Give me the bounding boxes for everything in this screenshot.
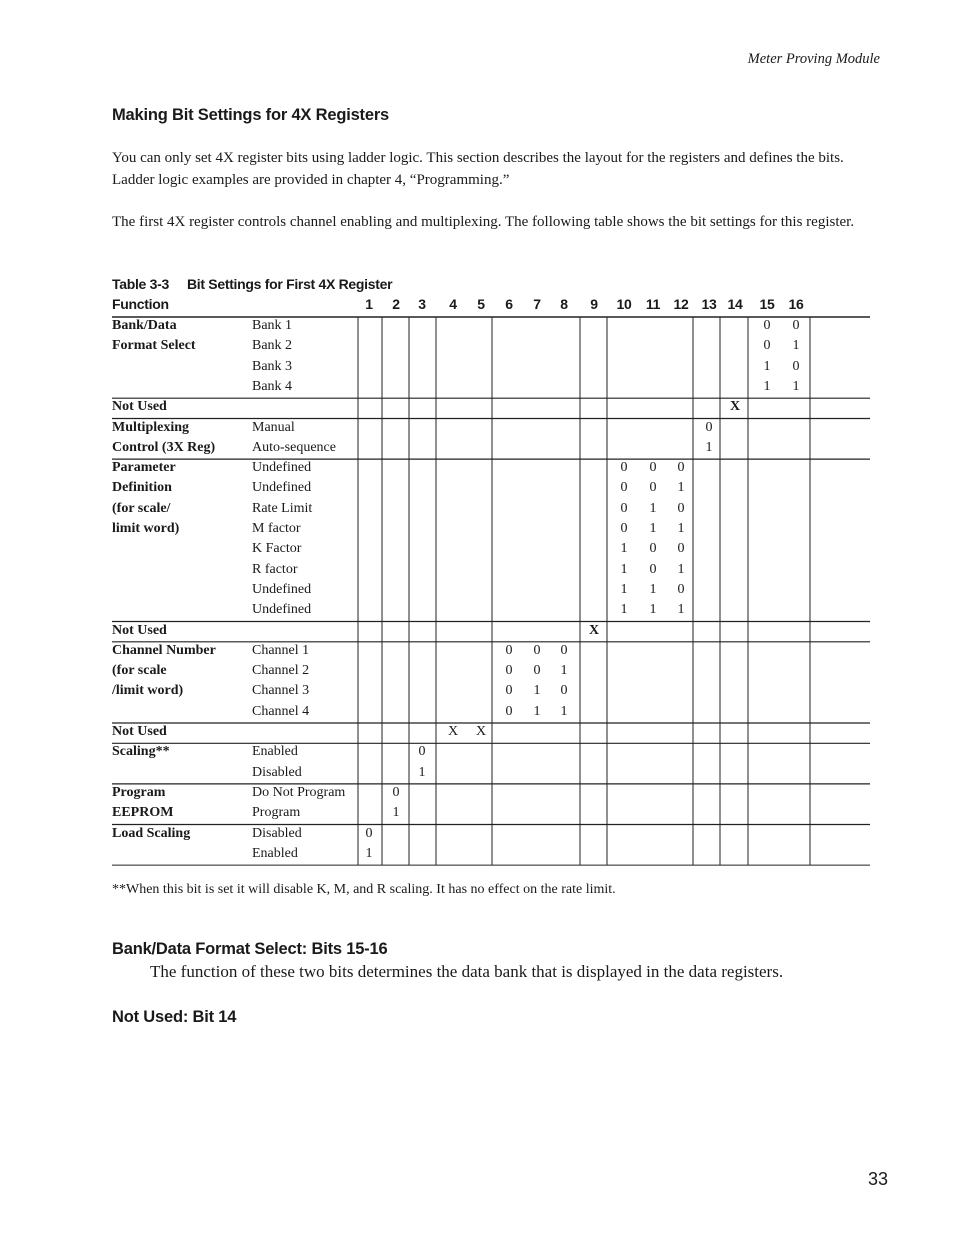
bit-15-value: 1: [763, 358, 771, 374]
column-header-bit-3: 3: [418, 296, 426, 312]
table-caption-number: Table 3-3: [112, 276, 169, 292]
bit-11-value: 1: [649, 581, 657, 597]
column-header-bit-12: 12: [673, 296, 689, 312]
row-option-label: Enabled: [252, 744, 298, 760]
row-option-label: M factor: [252, 521, 301, 536]
column-header-bit-9: 9: [590, 296, 598, 312]
bit-10-value: 1: [620, 541, 628, 557]
row-option-label: Channel 2: [252, 663, 310, 679]
row-function-label: Not Used: [112, 724, 167, 739]
intro-paragraph: You can only set 4X register bits using ladder logic. This section describes the layout for the registers and defines the bits. Ladder logic examples are provided in chapter 4, “Programming.”: [112, 150, 844, 188]
bit-16-value: 1: [792, 338, 800, 354]
bit-16-value: 0: [792, 358, 800, 374]
row-option-label: Undefined: [252, 480, 312, 496]
bit-12-value: 1: [677, 521, 685, 536]
table-caption-title: Bit Settings for First 4X Register: [186, 276, 393, 292]
bit-11-value: 1: [649, 500, 657, 516]
bit-12-value: 1: [677, 602, 685, 618]
section-heading-bank-data: Bank/Data Format Select: Bits 15-16: [112, 940, 388, 958]
row-function-label: Channel Number: [112, 642, 216, 658]
row-option-label: Manual: [252, 419, 295, 435]
row-option-label: Undefined: [252, 581, 312, 597]
row-function-label: Control (3X Reg): [112, 439, 216, 455]
bit-12-value: 0: [677, 581, 685, 597]
row-option-label: Undefined: [252, 602, 312, 618]
row-option-label: Undefined: [252, 460, 312, 476]
bit-6-value: 0: [505, 703, 513, 719]
bit-11-value: 1: [649, 521, 657, 536]
bit-8-value: 0: [560, 683, 568, 699]
page-number: 33: [867, 1169, 888, 1189]
row-option-label: Program: [252, 805, 301, 821]
row-option-label: Auto-sequence: [252, 439, 336, 455]
bit-12-value: 1: [677, 561, 685, 577]
row-option-label: Channel 3: [252, 683, 310, 699]
bit-8-value: 1: [560, 703, 568, 719]
column-header-bit-16: 16: [788, 296, 804, 312]
row-function-label: Multiplexing: [112, 419, 190, 435]
row-function-label: Program: [112, 784, 166, 800]
column-header-bit-8: 8: [560, 296, 568, 312]
row-option-label: Rate Limit: [252, 500, 313, 516]
bit-12-value: 1: [677, 480, 685, 496]
row-function-label: Parameter: [112, 460, 176, 476]
row-option-label: Channel 1: [252, 642, 310, 658]
row-option-label: Bank 3: [252, 358, 293, 374]
bit-6-value: 0: [505, 683, 513, 699]
bit-15-value: 1: [763, 378, 771, 394]
bit-12-value: 0: [677, 500, 685, 516]
column-header-bit-11: 11: [645, 296, 661, 312]
bit-4-value: X: [447, 724, 459, 739]
bit-11-value: 1: [649, 602, 657, 618]
bit-13-value: 1: [705, 439, 713, 455]
bit-10-value: 0: [620, 521, 628, 536]
bit-12-value: 0: [677, 541, 685, 557]
bit-2-value: 1: [392, 805, 400, 821]
bit-6-value: 0: [505, 663, 513, 679]
row-function-label: Scaling**: [112, 744, 170, 760]
bit-11-value: 0: [649, 480, 657, 496]
bit-3-value: 1: [418, 764, 426, 780]
bit-11-value: 0: [649, 460, 657, 476]
bit-1-value: 0: [365, 825, 373, 841]
row-option-label: Bank 1: [252, 318, 293, 333]
table-intro-paragraph: The first 4X register controls channel enabling and multiplexing. The following table shows the bit settings for this register.: [112, 214, 855, 230]
row-function-label: EEPROM: [112, 805, 174, 821]
bit-10-value: 0: [620, 500, 628, 516]
bit-9-value: X: [588, 622, 600, 638]
bit-7-value: 0: [533, 642, 541, 658]
row-function-label: Format Select: [112, 338, 196, 354]
row-function-label: Not Used: [112, 399, 167, 415]
row-option-label: Channel 4: [252, 703, 310, 719]
bit-10-value: 1: [620, 581, 628, 597]
bit-11-value: 0: [649, 541, 657, 557]
running-header: Meter Proving Module: [747, 51, 880, 67]
row-function-label: (for scale: [112, 663, 167, 679]
bit-12-value: 0: [677, 460, 685, 476]
bit-16-value: 0: [792, 318, 800, 333]
bit-8-value: 1: [560, 663, 568, 679]
row-option-label: Enabled: [252, 845, 298, 861]
row-function-label: /limit word): [112, 683, 184, 699]
column-header-bit-4: 4: [449, 296, 457, 312]
column-header-bit-2: 2: [392, 296, 400, 312]
bit-10-value: 1: [620, 561, 628, 577]
row-function-label: Bank/Data: [112, 318, 177, 333]
column-header-bit-14: 14: [727, 296, 743, 312]
row-function-label: Definition: [112, 480, 172, 496]
bank-data-description: The function of these two bits determines the data bank that is displayed in the data registers.: [150, 962, 784, 981]
bit-10-value: 0: [620, 480, 628, 496]
row-function-label: Not Used: [112, 622, 167, 638]
bit-6-value: 0: [505, 642, 513, 658]
bit-3-value: 0: [418, 744, 426, 760]
bit-2-value: 0: [392, 784, 400, 800]
row-option-label: Disabled: [252, 764, 302, 780]
column-header-bit-1: 1: [365, 296, 373, 312]
bit-16-value: 1: [792, 378, 800, 394]
table-footnote: **When this bit is set it will disable K, M, and R scaling. It has no effect on the rate limit.: [112, 882, 616, 897]
bit-15-value: 0: [763, 318, 771, 333]
column-header-bit-7: 7: [533, 296, 541, 312]
bit-8-value: 0: [560, 642, 568, 658]
bit-1-value: 1: [365, 845, 373, 861]
column-header-bit-15: 15: [759, 296, 775, 312]
bit-15-value: 0: [763, 338, 771, 354]
section-heading-not-used: Not Used: Bit 14: [112, 1008, 237, 1026]
column-header-bit-5: 5: [477, 296, 485, 312]
row-option-label: Bank 4: [252, 378, 293, 394]
bit-10-value: 1: [620, 602, 628, 618]
bit-10-value: 0: [620, 460, 628, 476]
bit-7-value: 1: [533, 683, 541, 699]
row-option-label: K Factor: [252, 541, 302, 557]
row-option-label: Disabled: [252, 825, 302, 841]
bit-11-value: 0: [649, 561, 657, 577]
column-header-bit-6: 6: [505, 296, 513, 312]
section-heading-bit-settings: Making Bit Settings for 4X Registers: [112, 106, 390, 124]
bit-14-value: X: [729, 399, 741, 415]
column-header-bit-10: 10: [616, 296, 632, 312]
row-function-label: Load Scaling: [112, 825, 191, 841]
bit-13-value: 0: [705, 419, 713, 435]
row-option-label: R factor: [252, 561, 298, 577]
row-option-label: Bank 2: [252, 338, 293, 354]
column-header-function: Function: [112, 296, 169, 312]
row-function-label: limit word): [112, 521, 180, 536]
column-header-bit-13: 13: [701, 296, 717, 312]
row-function-label: (for scale/: [112, 500, 171, 516]
bit-7-value: 1: [533, 703, 541, 719]
bit-5-value: X: [475, 724, 487, 739]
bit-7-value: 0: [533, 663, 541, 679]
row-option-label: Do Not Program: [252, 784, 346, 800]
